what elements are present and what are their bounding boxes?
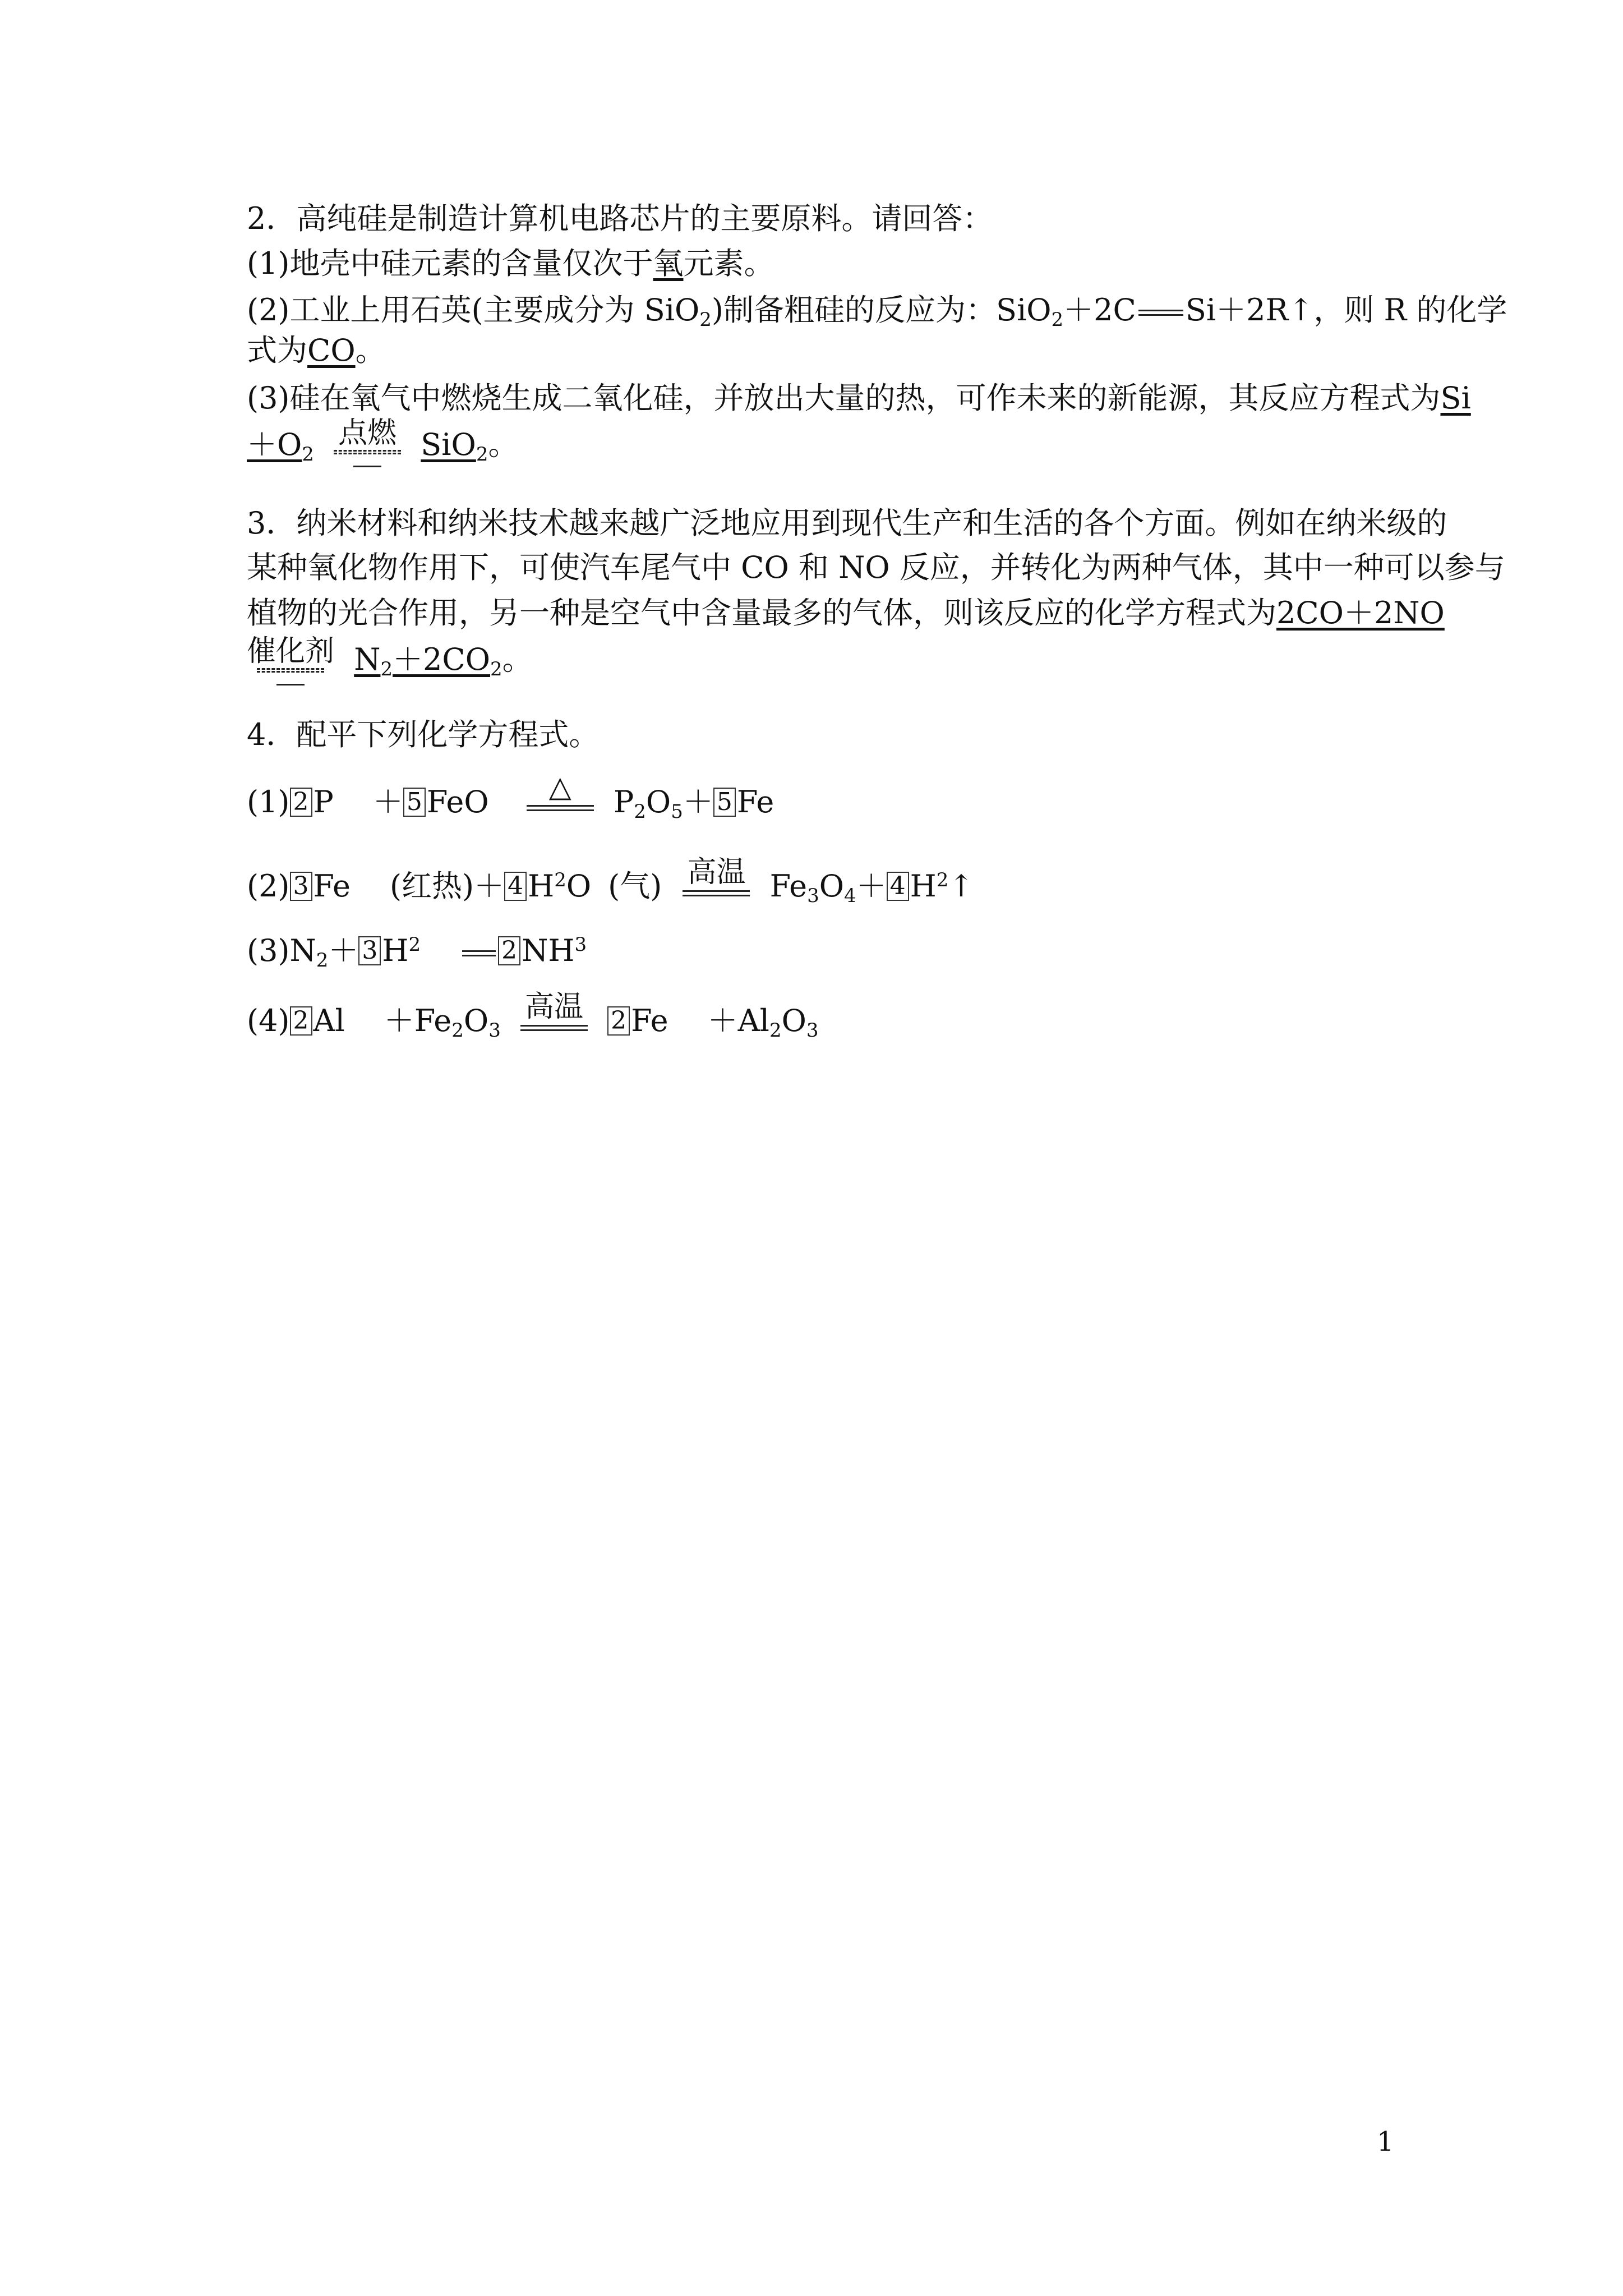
- eq2-p2sup: 2: [936, 869, 949, 891]
- q3-text-2: 某种氧化物作用下，可使汽车尾气中 CO 和 NO 反应，并转化为两种气体，其中一种可以参与: [247, 550, 1505, 585]
- heat-condition: [527, 771, 594, 811]
- eq4-plus2: ＋: [707, 1003, 738, 1038]
- gas-arrow-icon: ↑: [948, 868, 974, 904]
- eq2-s2b: O: [566, 868, 592, 904]
- cond-bars: [683, 890, 750, 896]
- q4-stem-text: 4．配平下列化学方程式。: [247, 717, 600, 752]
- eq4-p1: Fe: [631, 1003, 668, 1038]
- eq1-s2: FeO: [426, 784, 489, 820]
- cond-dash-1: [334, 450, 401, 452]
- eq2-p2: H: [910, 868, 937, 904]
- eq3-p1sup: 3: [574, 933, 587, 956]
- q2-p3-text: (3)硅在氧气中燃烧生成二氧化硅，并放出大量的热，可作未来的新能源，其反应方程式为: [247, 380, 1441, 416]
- cat-stub: [276, 684, 305, 685]
- q2-p2-sub: 2: [699, 309, 712, 331]
- q3-line3: [247, 593, 1445, 633]
- q3-answer-1: 2CO＋2NO: [1276, 595, 1445, 631]
- q3-answer-2: $N_2+2CO_2$: [354, 641, 502, 680]
- cat-dash-1: [257, 668, 324, 670]
- q2-p2-text-c: ＋2C: [1063, 292, 1136, 328]
- q2-p2-answer: CO: [307, 333, 356, 368]
- q2-stem-text: 2．高纯硅是制造计算机电路芯片的主要原料。请回答：: [247, 201, 993, 236]
- cond-bars: [527, 805, 594, 811]
- coefficient-box: 5: [713, 788, 736, 817]
- eq2-s2sup: 2: [554, 869, 566, 891]
- eq2-s2: H: [528, 868, 555, 904]
- eq3-p1: NH: [522, 933, 575, 968]
- eq3-label: (3): [247, 933, 290, 968]
- cond-bars: [520, 1025, 588, 1031]
- q2-p2-text-b: )制备粗硅的反应为：SiO: [711, 292, 1052, 328]
- ignite-label: 点燃: [338, 416, 397, 450]
- q4-eq4: (4) 2 $Al +Fe_2O_3$ 高温 2 $Fe +Al_2O_3$: [247, 990, 819, 1042]
- eq4-p2b: O: [781, 1003, 806, 1038]
- q4-eq2: (2) 3 Fe (红热)＋ 4 $H^2O$ (气) 高温 $Fe_3O_4+ 4$ $H^2↑$: [247, 855, 974, 907]
- q3-text-1: 3．纳米材料和纳米技术越来越广泛地应用到现代生产和生活的各个方面。例如在纳米级的: [247, 505, 1447, 541]
- equals-sign: [462, 950, 496, 956]
- eq2-p1b: O: [819, 868, 845, 904]
- eq3-r1: N: [289, 933, 316, 968]
- page-number: 1: [1377, 2126, 1394, 2157]
- high-temp-label-2: 高温: [524, 990, 583, 1024]
- coefficient-box: 4: [504, 872, 527, 901]
- catalyst-label: 催化剂: [247, 634, 335, 668]
- q3-ans2b: ＋2CO: [393, 641, 491, 677]
- eq4-r1: Al: [313, 1003, 345, 1038]
- eq3-r2: H: [382, 933, 409, 968]
- eq2-s1: Fe: [313, 868, 351, 904]
- q2-p3-ans3: SiO: [421, 426, 476, 462]
- high-temp-condition: [683, 857, 750, 896]
- eq1-p2: Fe: [736, 784, 774, 820]
- eq1-label: (1): [247, 784, 290, 820]
- eq4-p2a: Al: [737, 1003, 769, 1038]
- coefficient-box: 2: [498, 936, 520, 965]
- q2-p2-end: 。: [355, 333, 386, 368]
- eq4-r2b: O: [463, 1003, 489, 1038]
- high-temp-label: 高温: [687, 855, 746, 889]
- eq1-p1b: O: [645, 784, 671, 820]
- q3-ans2a: N: [354, 641, 381, 677]
- q2-stem: [247, 199, 993, 238]
- q3-line1: [247, 504, 1447, 543]
- eq1-p1a: P: [613, 784, 634, 820]
- q2-part3-line1: [247, 379, 1471, 418]
- coefficient-box: 3: [358, 936, 381, 965]
- ignite-condition: [334, 417, 401, 467]
- eq2-note1: (红热)＋: [389, 868, 505, 904]
- heat-label: △: [548, 770, 571, 804]
- q2-p3-answer-si: Si: [1440, 380, 1471, 416]
- eq1-plus1: ＋: [372, 784, 403, 820]
- coefficient-box: 2: [290, 1006, 312, 1036]
- coefficient-box: 2: [290, 788, 312, 817]
- q2-part1: [247, 244, 774, 283]
- q2-part2-line1: [247, 291, 1507, 330]
- q2-p2-text-d: Si＋2R↑，则 R 的化学: [1185, 292, 1507, 328]
- q3-line2: [247, 548, 1505, 587]
- q2-p1-post: 元素。: [683, 246, 774, 281]
- coefficient-box: 2: [607, 1006, 630, 1036]
- eq2-label: (2): [247, 868, 290, 904]
- q4-eq1: (1) 2 P ＋ 5 FeO △ $P_2O_5+ 5$ Fe: [247, 770, 774, 823]
- q2-p3-ans2: ＋O: [247, 426, 302, 462]
- equals-sign: [1138, 310, 1183, 316]
- q2-p2-text-a: (2)工业上用石英(主要成分为 SiO: [247, 292, 700, 328]
- eq1-plus2: ＋: [683, 784, 713, 820]
- q3-line4: [247, 634, 533, 687]
- q2-p3-answer-sio2: SiO$_2$: [421, 426, 488, 466]
- catalyst-condition: [247, 636, 334, 685]
- cat-dash-2: [257, 671, 324, 673]
- eq1-s1: P: [313, 784, 334, 820]
- q2-part2-line2: [247, 331, 386, 370]
- q3-end: 。: [502, 641, 533, 677]
- cond-dash-2: [334, 453, 401, 454]
- high-temp-condition-2: [520, 991, 588, 1031]
- coefficient-box: 5: [403, 788, 426, 817]
- q2-p1-text: (1)地壳中硅元素的含量仅次于: [247, 246, 653, 281]
- q4-eq3: $(3)N_2+ 3$ $H^2$ 2 $NH^3$: [247, 933, 587, 972]
- eq2-note2: (气): [608, 868, 662, 904]
- eq2-plus: ＋: [856, 868, 887, 904]
- q2-p2-text-e: 式为: [247, 333, 307, 368]
- eq4-r2a: Fe: [414, 1003, 452, 1038]
- eq3-plus: ＋: [328, 933, 359, 968]
- coefficient-box: 3: [290, 872, 312, 901]
- coefficient-box: 4: [887, 872, 909, 901]
- cond-stub: [353, 466, 381, 467]
- q2-p3-end: 。: [488, 426, 519, 462]
- eq3-r2sup: 2: [408, 933, 421, 956]
- q2-p3-answer-o2: $+O_2$: [247, 426, 314, 466]
- q2-p2-sub-2: 2: [1051, 309, 1064, 331]
- q2-part3-line2: [247, 416, 519, 472]
- eq4-label: (4): [247, 1003, 290, 1038]
- eq4-plus1: ＋: [384, 1003, 414, 1038]
- eq2-p1a: Fe: [769, 868, 808, 904]
- q3-text-3: 植物的光合作用，另一种是空气中含量最多的气体，则该反应的化学方程式为: [247, 595, 1276, 631]
- q4-stem: [247, 715, 599, 754]
- q2-p1-answer: 氧: [653, 246, 684, 281]
